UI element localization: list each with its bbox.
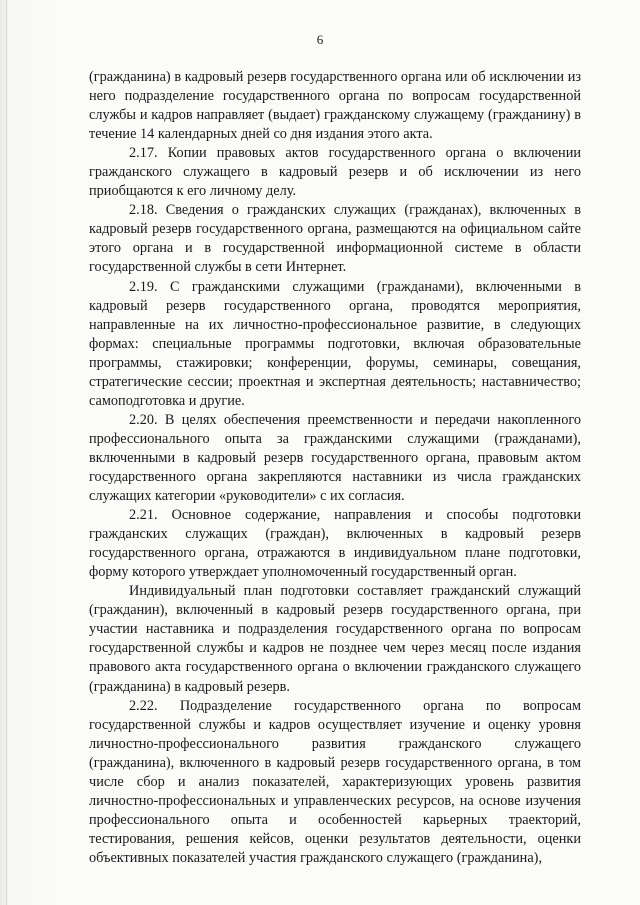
- paragraph-2-20: 2.20. В целях обеспечения преемственности и передачи накопленного профессионального опыта за гражданскими служащими (гражданами), включенными в кадровый резерв государственного органа, правовым актом государственного органа закрепляются наставники из числа гражданских служащих категории «руководители» с их согласия.: [89, 411, 581, 505]
- paragraph-2-19: 2.19. С гражданскими служащими (гражданами), включенными в кадровый резерв государственного органа, проводятся мероприятия, направленные на их личностно-профессиональное развитие, в следующих формах: специальные программы подготовки, включая образовательные программы, стажировки; конференции, форумы, семинары, совещания, стратегические сессии; проектная и экспертная деятельность; наставничество; самоподготовка и другие.: [89, 278, 581, 409]
- page-edge: [6, 0, 7, 905]
- paragraph-individual-plan: Индивидуальный план подготовки составляет гражданский служащий (гражданин), включенный в кадровый резерв государственного органа, при участии наставника и подразделения государственного органа по вопросам государственной службы и кадров не позднее чем через месяц после издания правового акта государственного органа о включении гражданского служащего (гражданина) в кадровый резерв.: [89, 583, 581, 695]
- page-number: 6: [316, 32, 324, 47]
- paragraph-2-22: 2.22. Подразделение государственного органа по вопросам государственной службы и кадров осуществляет изучение и оценку уровня личностно-профессионального развития гражданского служащего (гражданина), включенного в кадровый резерв государственного органа, в том числе сбор и анализ показателей, характеризующих уровень развития личностно-профессиональных и управленческих ресурсов, на основе изучения профессионального опыта и особенностей карьерных траекторий, тестирования, решения кейсов, оценки результатов деятельности, оценки объективных показателей участия гражданского служащего (гражданина),: [89, 697, 581, 866]
- paragraph-continuation: (гражданина) в кадровый резерв государственного органа или об исключении из него подразделение государственного органа по вопросам государственной службы и кадров направляет (выдает) гражданскому служащему (гражданину) в течение 14 календарных дней со дня издания этого акта.: [89, 69, 581, 143]
- document-body: [89, 68, 581, 868]
- paragraph-2-21: 2.21. Основное содержание, направления и способы подготовки гражданских служащих (граждан), включенных в кадровый резерв государственного органа, отражаются в индивидуальном плане подготовки, форму которого утверждает уполномоченный государственный орган.: [89, 507, 581, 581]
- paragraph-2-18: 2.18. Сведения о гражданских служащих (гражданах), включенных в кадровый резерв государственного органа, размещаются на официальном сайте этого органа и в государственной информационной системе в области государственной службы в сети Интернет.: [89, 202, 581, 276]
- paragraph-2-17: 2.17. Копии правовых актов государственного органа о включении гражданского служащего в кадровый резерв и об исключении из него приобщаются к его личному делу.: [89, 145, 581, 200]
